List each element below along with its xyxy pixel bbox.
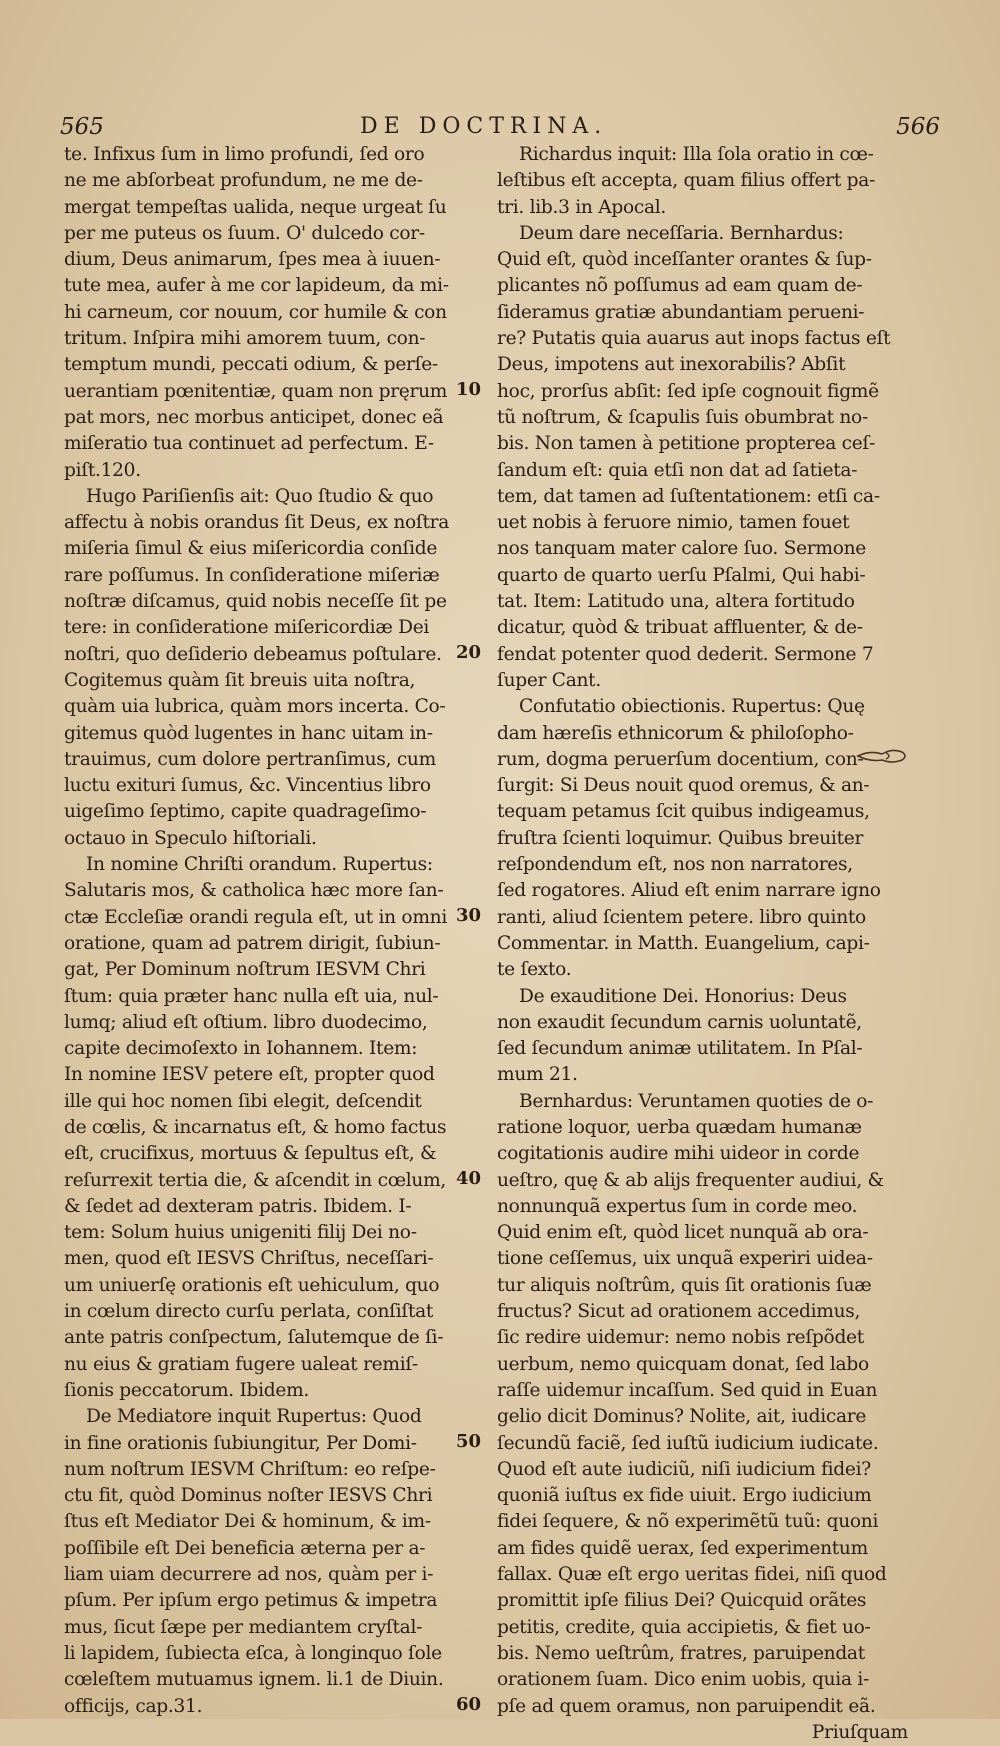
text-line: quàm uia lubrica, quàm mors incerta. Co- — [64, 696, 446, 718]
margin-line-number: 60 — [456, 1693, 482, 1715]
catchword: Priuſquam — [811, 1721, 908, 1743]
text-line: tat. Item: Latitudo una, altera fortitudo — [497, 591, 855, 613]
text-line: ratione loquor, uerba quædam humanæ — [497, 1116, 862, 1138]
text-line: temptum mundi, peccati odium, & perſe- — [64, 354, 438, 376]
text-line: Hugo Pariſienſis ait: Quo ſtudio & quo — [86, 485, 434, 507]
folio-left: 565 — [60, 114, 104, 140]
text-line: octauo in Speculo hiſtoriali. — [64, 827, 317, 849]
text-line: ueſtro, quę & ab alijs frequenter audiui, & — [497, 1169, 884, 1191]
text-line: te ſexto. — [497, 959, 572, 981]
text-line: um uniuerſę orationis eſt uehiculum, quo — [64, 1274, 440, 1296]
text-line: eſt, crucifixus, mortuus & ſepultus eſt, & — [64, 1143, 437, 1165]
text-line: lumq; aliud eſt oſtium. libro duodecimo, — [64, 1011, 428, 1033]
text-line: nos tanquam mater calore ſuo. Sermone — [497, 538, 866, 560]
folio-right: 566 — [896, 114, 940, 140]
text-line: cœleſtem mutuamus ignem. li.1 de Diuin. — [64, 1669, 444, 1691]
text-line: quarto de quarto uerſu Pſalmi, Qui habi- — [497, 564, 866, 586]
text-line: piſt.120. — [64, 459, 141, 481]
right-column — [497, 142, 922, 1746]
text-line: Richardus inquit: Illa ſola oratio in cœ- — [519, 144, 874, 165]
text-line: men, quod eſt IESVS Chriſtus, neceſſari- — [64, 1248, 434, 1270]
text-line: pſe ad quem oramus, non paruipendit eã. — [497, 1695, 876, 1717]
text-line: ſurgit: Si Deus nouit quod oremus, & an- — [497, 775, 870, 797]
text-line: tute mea, aufer à me cor lapideum, da mi- — [64, 275, 449, 297]
text-line: fructus? Sicut ad orationem accedimus, — [497, 1301, 861, 1323]
text-line: Quod eſt aute iudiciũ, niſi iudicium fidei? — [497, 1458, 871, 1480]
text-line: tione ceſſemus, uix unquã experiri uidea- — [497, 1248, 873, 1270]
text-line: uerantiam pœnitentiæ, quam non pręrum — [64, 380, 448, 402]
text-line: uerbum, nemo quicquam donat, ſed labo — [497, 1353, 869, 1375]
text-line: tri. lib.3 in Apocal. — [497, 196, 666, 218]
text-line: affectu à nobis orandus ſit Deus, ex noſtra — [64, 512, 450, 534]
text-line: ctu fit, quòd Dominus noſter IESVS Chri — [64, 1485, 433, 1507]
text-line: rum, dogma peruerſum docentium, con- — [497, 748, 864, 770]
text-line: miſeratio tua continuet ad perfectum. E- — [64, 433, 434, 455]
page-header — [60, 114, 940, 144]
text-line: Commentar. in Matth. Euangelium, capi- — [497, 932, 870, 954]
text-line: gelio dicit Dominus? Nolite, ait, iudicare — [497, 1406, 867, 1428]
margin-line-number: 40 — [456, 1167, 482, 1189]
text-line: promittit ipſe filius Dei? Quicquid orãtes — [497, 1590, 867, 1612]
text-line: ille qui hoc nomen ſibi elegit, deſcendit — [64, 1090, 422, 1112]
text-line: ranti, aliud ſcientem petere. libro quinto — [497, 906, 866, 928]
text-line: quoniã iuſtus ex fide uiuit. Ergo iudicium — [497, 1485, 872, 1507]
text-line: rare poſſumus. In conſideratione miſeriæ — [64, 564, 440, 586]
text-line: Salutaris mos, & catholica hæc more ſan- — [64, 880, 444, 902]
text-line: Quid enim eſt, quòd licet nunquã ab ora- — [497, 1222, 869, 1244]
margin-line-number: 10 — [456, 378, 482, 400]
text-line: Cogitemus quàm ſit breuis uita noſtra, — [64, 669, 416, 691]
text-line: hoc, prorſus abſit: ſed ipſe cognouit figmẽ — [497, 380, 879, 402]
text-line: poſſibile eſt Dei beneficia æterna per a- — [64, 1537, 426, 1559]
text-line: dam hæreſis ethnicorum & philoſopho- — [497, 722, 854, 744]
left-column — [64, 142, 452, 1720]
text-line: tem: Solum huius unigeniti filij Dei no- — [64, 1222, 417, 1244]
text-line: ſandum eſt: quia etſi non dat ad ſatieta- — [497, 459, 858, 481]
text-line: ne me abſorbeat profundum, ne me de- — [64, 170, 423, 192]
text-line: In nomine IESV petere eſt, propter quod — [64, 1064, 435, 1086]
text-line: Bernhardus: Veruntamen quoties de o- — [519, 1090, 874, 1112]
text-line: cogitationis audire mihi uideor in corde — [497, 1143, 860, 1165]
text-line: in fine orationis ſubiungitur, Per Domi- — [64, 1432, 417, 1454]
text-line: gitemus quòd lugentes in hanc uitam in- — [64, 722, 433, 744]
text-line: in cœlum directo curſu perlata, conſiſtat — [64, 1301, 434, 1323]
text-line: ſic redire uidemur: nemo nobis reſpõdet — [497, 1327, 864, 1349]
text-line: De Mediatore inquit Rupertus: Quod — [86, 1406, 422, 1428]
text-line: plicantes nõ poſſumus ad eam quam de- — [497, 275, 863, 297]
text-line: reſurrexit tertia die, & aſcendit in cœlum, — [64, 1169, 447, 1191]
text-line: non exaudit ſecundum carnis uoluntatẽ, — [497, 1011, 862, 1033]
text-line: Quid eſt, quòd inceſſanter orantes & ſup- — [497, 249, 872, 271]
text-line: de cœlis, & incarnatus eſt, & homo factus — [64, 1116, 447, 1138]
text-line: orationem ſuam. Dico enim uobis, quia i- — [497, 1669, 869, 1691]
text-line: fendat potenter quod dederit. Sermone 7 — [497, 643, 874, 665]
text-line: ſed rogatores. Aliud eſt enim narrare igno — [497, 880, 881, 902]
text-line: li lapidem, ſubiecta eſca, à longinquo ſole — [64, 1642, 442, 1664]
text-line: noſtræ diſcamus, quid nobis neceſſe ſit pe — [64, 591, 447, 613]
running-title: DE DOCTRINA. — [360, 114, 608, 139]
text-line: oratione, quam ad patrem dirigit, ſubiun- — [64, 932, 441, 954]
text-line: mum 21. — [497, 1064, 578, 1086]
text-line: luctu exituri ſumus, &c. Vincentius libro — [64, 775, 431, 797]
text-line: liam uiam decurrere ad nos, quàm per i- — [64, 1564, 434, 1586]
text-line: & ſedet ad dexteram patris. Ibidem. I- — [64, 1195, 412, 1217]
text-line: De exauditione Dei. Honorius: Deus — [519, 985, 847, 1007]
margin-line-number: 30 — [456, 904, 482, 926]
text-line: dium, Deus animarum, ſpes mea à iuuen- — [64, 249, 441, 271]
text-line: trauimus, cum dolore pertranſimus, cum — [64, 748, 436, 770]
marginal-pointing-hand-icon — [856, 744, 910, 766]
text-line: petitis, credite, quia accipietis, & fiet uo- — [497, 1616, 871, 1638]
text-line: reſpondendum eſt, nos non narratores, — [497, 854, 853, 876]
text-line: ſecundũ faciẽ, ſed iuſtũ iudicium iudicate. — [497, 1432, 879, 1454]
text-line: fallax. Quæ eſt ergo ueritas fidei, niſi quod — [497, 1564, 887, 1586]
text-line: num noſtrum IESVM Chriſtum: eo reſpe- — [64, 1458, 436, 1480]
text-line: per me puteus os ſuum. O' dulcedo cor- — [64, 222, 425, 244]
text-line: am fides quidẽ uerax, ſed experimentum — [497, 1537, 868, 1559]
text-line: ſtus eſt Mediator Dei & hominum, & im- — [64, 1511, 431, 1533]
text-line: fidei ſequere, & nõ experimẽtũ tuũ: quoni — [497, 1511, 879, 1533]
text-line: bis. Non tamen à petitione propterea ceſ- — [497, 433, 875, 455]
text-line: tequam petamus ſcit quibus indigeamus, — [497, 801, 870, 823]
text-line: dicatur, quòd & tribuat affluenter, & de- — [497, 617, 863, 639]
text-line: nonnunquã expertus ſum in corde meo. — [497, 1195, 858, 1217]
text-line: tere: in conſideratione miſericordiæ Dei — [64, 617, 430, 639]
margin-line-number: 20 — [456, 641, 482, 663]
text-line: Confutatio obiectionis. Rupertus: Quę — [519, 696, 865, 718]
text-line: ſionis peccatorum. Ibidem. — [64, 1379, 310, 1401]
text-line: ante patris conſpectum, ſalutemque de ſi- — [64, 1327, 444, 1349]
text-line: pat mors, nec morbus anticipet, donec eã — [64, 406, 444, 428]
text-line: hi carneum, cor nouum, cor humile & con — [64, 301, 447, 323]
text-line: uet nobis à feruore nimio, tamen fouet — [497, 512, 850, 534]
text-line: re? Putatis quia auarus aut inops factus eſt — [497, 328, 891, 350]
text-line: ſuper Cant. — [497, 669, 601, 691]
text-line: miſeria ſimul & eius miſericordia conſide — [64, 538, 438, 560]
text-line: bis. Nemo ueſtrûm, fratres, paruipendat — [497, 1642, 865, 1664]
text-line: leſtibus eſt accepta, quam filius offert pa- — [497, 170, 876, 192]
text-line: nu eius & gratiam fugere ualeat remiſ- — [64, 1353, 418, 1375]
text-line: officijs, cap.31. — [64, 1695, 203, 1717]
text-line: In nomine Chriſti orandum. Rupertus: — [86, 854, 433, 876]
text-line: tem, dat tamen ad ſuſtentationem: etſi ca- — [497, 485, 880, 507]
text-line: tritum. Inſpira mihi amorem tuum, con- — [64, 328, 426, 350]
text-line: raſſe uidemur incaſſum. Sed quid in Euan — [497, 1379, 878, 1401]
text-line: gat, Per Dominum noſtrum IESVM Chri — [64, 959, 426, 981]
text-line: Deus, impotens aut inexorabilis? Abſit — [497, 354, 846, 376]
text-line: mus, ſicut ſæpe per mediantem cryſtal- — [64, 1616, 423, 1638]
text-line: ſed ſecundum animæ utilitatem. In Pſal- — [497, 1038, 863, 1060]
text-line: Deum dare neceſſaria. Bernhardus: — [519, 222, 844, 244]
text-line: ſtum: quia præter hanc nulla eſt uia, nul- — [64, 985, 439, 1007]
text-line: ctæ Eccleſiæ orandi regula eſt, ut in omni — [64, 906, 447, 928]
text-line: tur aliquis noſtrûm, quis ſit orationis ſuæ — [497, 1274, 872, 1296]
text-line: tũ noſtrum, & ſcapulis ſuis obumbrat no- — [497, 406, 868, 428]
text-line: pſum. Per ipſum ergo petimus & impetra — [64, 1590, 438, 1612]
margin-line-number: 50 — [456, 1430, 482, 1452]
text-line: ſideramus gratiæ abundantiam perueni- — [497, 301, 865, 323]
text-line: uigeſimo ſeptimo, capite quadrageſimo- — [64, 801, 427, 823]
text-line: fruſtra ſcienti loquimur. Quibus breuiter — [497, 827, 864, 849]
text-line: mergat tempeſtas ualida, neque urgeat ſu — [64, 196, 447, 218]
text-line: te. Infixus ſum in limo profundi, ſed oro — [64, 144, 425, 165]
text-line: noſtri, quo deſiderio debeamus poſtulare. — [64, 643, 442, 665]
text-line: capite decimoſexto in Iohannem. Item: — [64, 1038, 418, 1060]
